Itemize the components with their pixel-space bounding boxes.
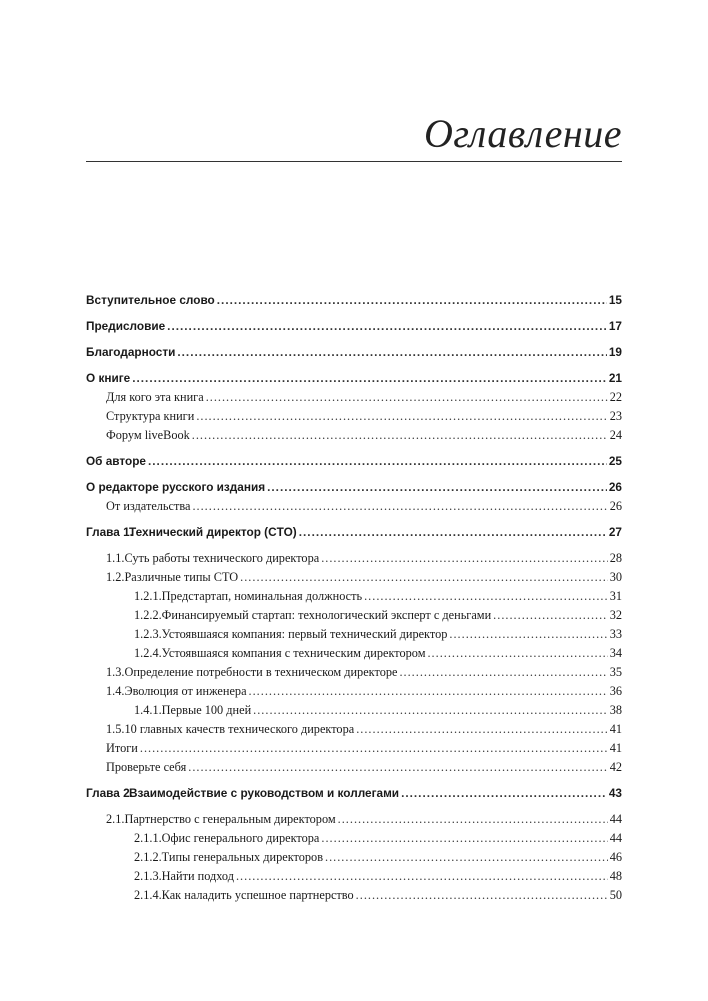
dot-leader xyxy=(253,701,608,720)
toc-entry-label: О книге xyxy=(86,371,131,385)
toc-entry-number: 1.3. xyxy=(106,665,125,679)
toc-entry-number: 2.1. xyxy=(106,812,125,826)
toc-entry xyxy=(86,317,622,336)
toc-entry-page: 41 xyxy=(609,722,622,736)
dot-leader xyxy=(217,291,607,310)
toc-entry-label: Как наладить успешное партнерство xyxy=(161,888,354,902)
dot-leader xyxy=(364,587,608,606)
dot-leader xyxy=(177,343,607,362)
toc-entry-page: 28 xyxy=(609,551,622,565)
toc-entry-page: 25 xyxy=(608,454,622,468)
dot-leader xyxy=(356,720,608,739)
toc-entry-page: 50 xyxy=(609,888,622,902)
toc-entry xyxy=(86,682,622,701)
dot-leader xyxy=(427,644,607,663)
toc-entry-label: Устоявшаяся компания: первый технический директор xyxy=(161,627,448,641)
toc-entry-label: Финансируемый стартап: технологический эксперт с деньгами xyxy=(161,608,492,622)
dot-leader xyxy=(192,497,607,516)
toc-entry-label: Для кого эта книга xyxy=(106,390,204,404)
toc-entry-number: 1.2.1. xyxy=(134,589,162,603)
toc-entry-page: 15 xyxy=(608,293,622,307)
toc-entry-number: 2.1.1. xyxy=(134,831,162,845)
toc-entry xyxy=(86,739,622,758)
toc-entry xyxy=(86,848,622,867)
title-divider xyxy=(86,161,622,162)
toc-entry-label: Суть работы технического директора xyxy=(124,551,320,565)
dot-leader xyxy=(267,478,607,497)
toc-entry xyxy=(86,720,622,739)
page-title: Оглавление xyxy=(423,111,622,156)
toc-entry-number: 2.1.3. xyxy=(134,869,162,883)
toc-entry-page: 27 xyxy=(608,525,622,539)
dot-leader xyxy=(167,317,607,336)
toc-entry-number: 1.4. xyxy=(106,684,125,698)
toc-entry xyxy=(86,452,622,471)
toc-entry-page: 44 xyxy=(609,812,622,826)
toc-entry-page: 33 xyxy=(609,627,622,641)
toc-entry-label: Предисловие xyxy=(86,319,166,333)
dot-leader xyxy=(188,758,607,777)
toc-entry-label: Итоги xyxy=(106,741,138,755)
toc-entry xyxy=(86,549,622,568)
toc-entry xyxy=(86,867,622,886)
dot-leader xyxy=(338,810,608,829)
toc-entry-page: 23 xyxy=(609,409,622,423)
toc-entry-page: 36 xyxy=(609,684,622,698)
toc-entry xyxy=(86,388,622,407)
dot-leader xyxy=(196,407,607,426)
dot-leader xyxy=(325,848,608,867)
toc-entry-label: Технический директор (CTO) xyxy=(129,525,297,539)
toc-entry-label: Об авторе xyxy=(86,454,146,468)
toc-entry-page: 17 xyxy=(608,319,622,333)
toc-entry-number: 1.4.1. xyxy=(134,703,162,717)
toc-entry xyxy=(86,407,622,426)
toc-entry-page: 26 xyxy=(608,480,622,494)
dot-leader xyxy=(249,682,608,701)
toc-entry xyxy=(86,606,622,625)
toc-entry-page: 32 xyxy=(609,608,622,622)
toc-entry-label: 10 главных качеств технического директора xyxy=(124,722,355,736)
toc-entry xyxy=(86,587,622,606)
toc-entry-label: Проверьте себя xyxy=(106,760,187,774)
toc-entry-label: Партнерство с генеральным директором xyxy=(124,812,336,826)
toc-entry-page: 48 xyxy=(609,869,622,883)
dot-leader xyxy=(399,663,607,682)
toc-entry-number: Глава 1. xyxy=(86,525,133,539)
toc-entry-number: 1.2. xyxy=(106,570,125,584)
toc-entry-page: 38 xyxy=(609,703,622,717)
toc-entry-page: 35 xyxy=(609,665,622,679)
toc-entry-page: 26 xyxy=(609,499,622,513)
toc-entry-label: Устоявшаяся компания с техническим директором xyxy=(161,646,426,660)
toc-entry-label: Предстартап, номинальная должность xyxy=(161,589,363,603)
toc-entry xyxy=(86,810,622,829)
toc-entry-page: 31 xyxy=(609,589,622,603)
toc-entry xyxy=(86,644,622,663)
toc-entry xyxy=(86,625,622,644)
dot-leader xyxy=(493,606,608,625)
toc-entry-label: Форум liveBook xyxy=(106,428,190,442)
dot-leader xyxy=(449,625,607,644)
toc-entry xyxy=(86,523,622,542)
toc-entry-number: 2.1.4. xyxy=(134,888,162,902)
toc-entry-page: 46 xyxy=(609,850,622,864)
toc-entry-page: 42 xyxy=(609,760,622,774)
dot-leader xyxy=(206,388,608,407)
toc-entry-label: Взаимодействие с руководством и коллегами xyxy=(129,786,400,800)
toc-entry-number: 1.2.3. xyxy=(134,627,162,641)
dot-leader xyxy=(148,452,607,471)
dot-leader xyxy=(140,739,608,758)
toc-entry-page: 24 xyxy=(609,428,622,442)
toc-entry-number: 1.2.4. xyxy=(134,646,162,660)
toc-entry xyxy=(86,758,622,777)
toc-entry-label: О редакторе русского издания xyxy=(86,480,266,494)
dot-leader xyxy=(321,829,607,848)
toc-entry-label: Вступительное слово xyxy=(86,293,215,307)
toc-entry xyxy=(86,663,622,682)
dot-leader xyxy=(240,568,608,587)
toc-entry-page: 30 xyxy=(609,570,622,584)
toc-entry-label: Типы генеральных директоров xyxy=(161,850,323,864)
toc-entry xyxy=(86,784,622,803)
toc-entry-page: 21 xyxy=(608,371,622,385)
toc-entry xyxy=(86,343,622,362)
dot-leader xyxy=(401,784,607,803)
toc-entry-number: 1.1. xyxy=(106,551,125,565)
toc-entry xyxy=(86,369,622,388)
toc-entry-label: Различные типы CTO xyxy=(124,570,239,584)
toc-entry-label: Структура книги xyxy=(106,409,195,423)
toc-entry-number: 2.1.2. xyxy=(134,850,162,864)
toc-entry-page: 34 xyxy=(609,646,622,660)
table-of-contents xyxy=(86,291,622,905)
toc-entry-page: 43 xyxy=(608,786,622,800)
toc-entry-label: Найти подход xyxy=(161,869,234,883)
toc-entry-label: Благодарности xyxy=(86,345,176,359)
toc-entry-number: 1.2.2. xyxy=(134,608,162,622)
toc-entry-label: От издательства xyxy=(106,499,191,513)
dot-leader xyxy=(299,523,607,542)
toc-entry xyxy=(86,291,622,310)
toc-entry xyxy=(86,701,622,720)
toc-entry xyxy=(86,829,622,848)
toc-entry xyxy=(86,497,622,516)
dot-leader xyxy=(356,886,608,905)
toc-entry-page: 22 xyxy=(609,390,622,404)
toc-entry-page: 44 xyxy=(609,831,622,845)
toc-entry xyxy=(86,426,622,445)
toc-entry-number: 1.5. xyxy=(106,722,125,736)
toc-entry-label: Определение потребности в техническом директоре xyxy=(124,665,398,679)
toc-entry-page: 41 xyxy=(609,741,622,755)
toc-entry-label: Эволюция от инженера xyxy=(124,684,247,698)
toc-entry-number: Глава 2. xyxy=(86,786,133,800)
toc-entry xyxy=(86,886,622,905)
dot-leader xyxy=(192,426,608,445)
dot-leader xyxy=(236,867,608,886)
toc-entry-page: 19 xyxy=(608,345,622,359)
toc-entry-label: Первые 100 дней xyxy=(161,703,252,717)
dot-leader xyxy=(321,549,608,568)
toc-entry xyxy=(86,478,622,497)
toc-entry-label: Офис генерального директора xyxy=(161,831,320,845)
toc-entry xyxy=(86,568,622,587)
dot-leader xyxy=(132,369,607,388)
